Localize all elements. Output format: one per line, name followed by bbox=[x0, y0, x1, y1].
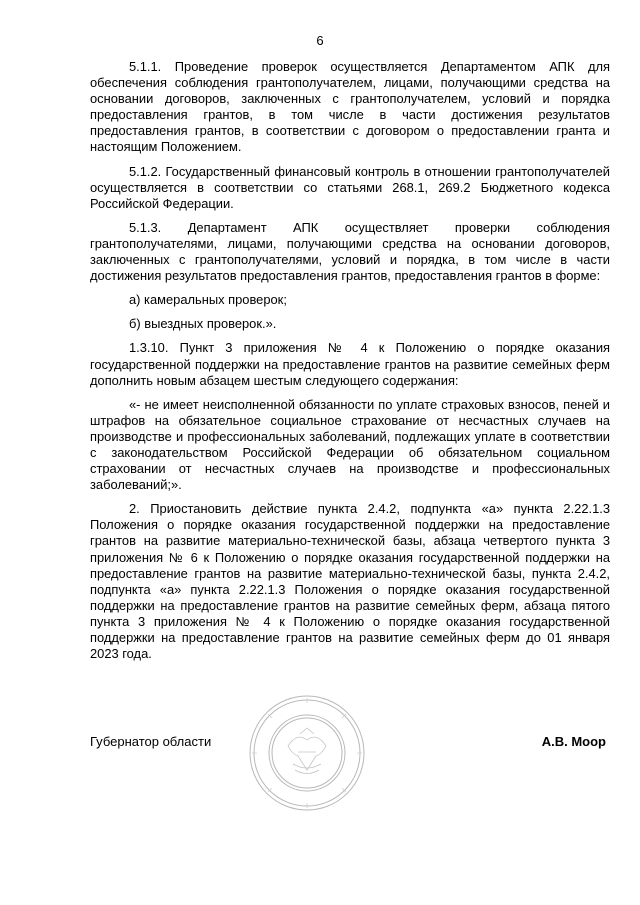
paragraph-5-1-2: 5.1.2. Государственный финансовый контроль в отношении грантополучателей осуществляется в соответствии со статьями 268.1, 269.2 Бюджетного кодекса Российской Федерации. bbox=[90, 163, 610, 211]
quoted-paragraph: «- не имеет неисполненной обязанности по уплате страховых взносов, пеней и штрафов на обязательное социальное страхование от несчастных случаев на производстве и профессиональных заболеваний, подлежащих уплате в соответствии с законодательством Российской Федерации об обязательном социальном страховании от несчастных случаев на производстве и профессиональных заболеваний;». bbox=[90, 396, 610, 493]
signatory-name: А.В. Моор bbox=[541, 734, 606, 749]
document-body bbox=[90, 59, 610, 670]
paragraph-2: 2. Приостановить действие пункта 2.4.2, подпункта «а» пункта 2.22.1.3 Положения о порядке оказания государственной поддержки на предоставление грантов на развитие материально-технической базы, абзаца четвертого пункта 3 приложения № 6 к Положению о порядке оказания государственной поддержки на предоставление грантов на развитие материально-технической базы, пункта 2.4.2, подпункта «а» пункта 2.22.1.3 Положения о порядке оказания государственной поддержки на предоставление грантов на развитие семейных ферм, абзаца пятого пункта 3 приложения № 4 к Положению о порядке оказания государственной поддержки на предоставление грантов на развитие семейных ферм до 01 января 2023 года. bbox=[90, 501, 610, 662]
list-item-a: а) камеральных проверок; bbox=[129, 292, 287, 308]
page-number: 6 bbox=[316, 33, 324, 48]
paragraph-5-1-1: 5.1.1. Проведение проверок осуществляется Департаментом АПК для обеспечения соблюдения грантополучателем, лицами, получающими средства на основании договоров, заключенных с грантополучателем, условий и порядка предоставления грантов, в том числе в части достижения результатов предоставления грантов, в соответствии с договором о предоставлении гранта и настоящим Положением. bbox=[90, 59, 610, 155]
paragraph-5-1-3: 5.1.3. Департамент АПК осуществляет проверки соблюдения грантополучателями, лицами, получающими средства на основании договоров, заключенных с грантополучателями, условий и порядка, в том числе в части достижения результатов предоставления грантов, предоставления грантов в форме: bbox=[90, 219, 610, 284]
signature-block bbox=[90, 734, 610, 754]
paragraph-1-3-10: 1.3.10. Пункт 3 приложения № 4 к Положению о порядке оказания государственной поддержки на предоставление грантов на развитие семейных ферм дополнить новым абзацем шестым следующего содержания: bbox=[90, 340, 610, 388]
signatory-title: Губернатор области bbox=[90, 734, 212, 749]
list-item-b: б) выездных проверок.». bbox=[129, 316, 277, 332]
